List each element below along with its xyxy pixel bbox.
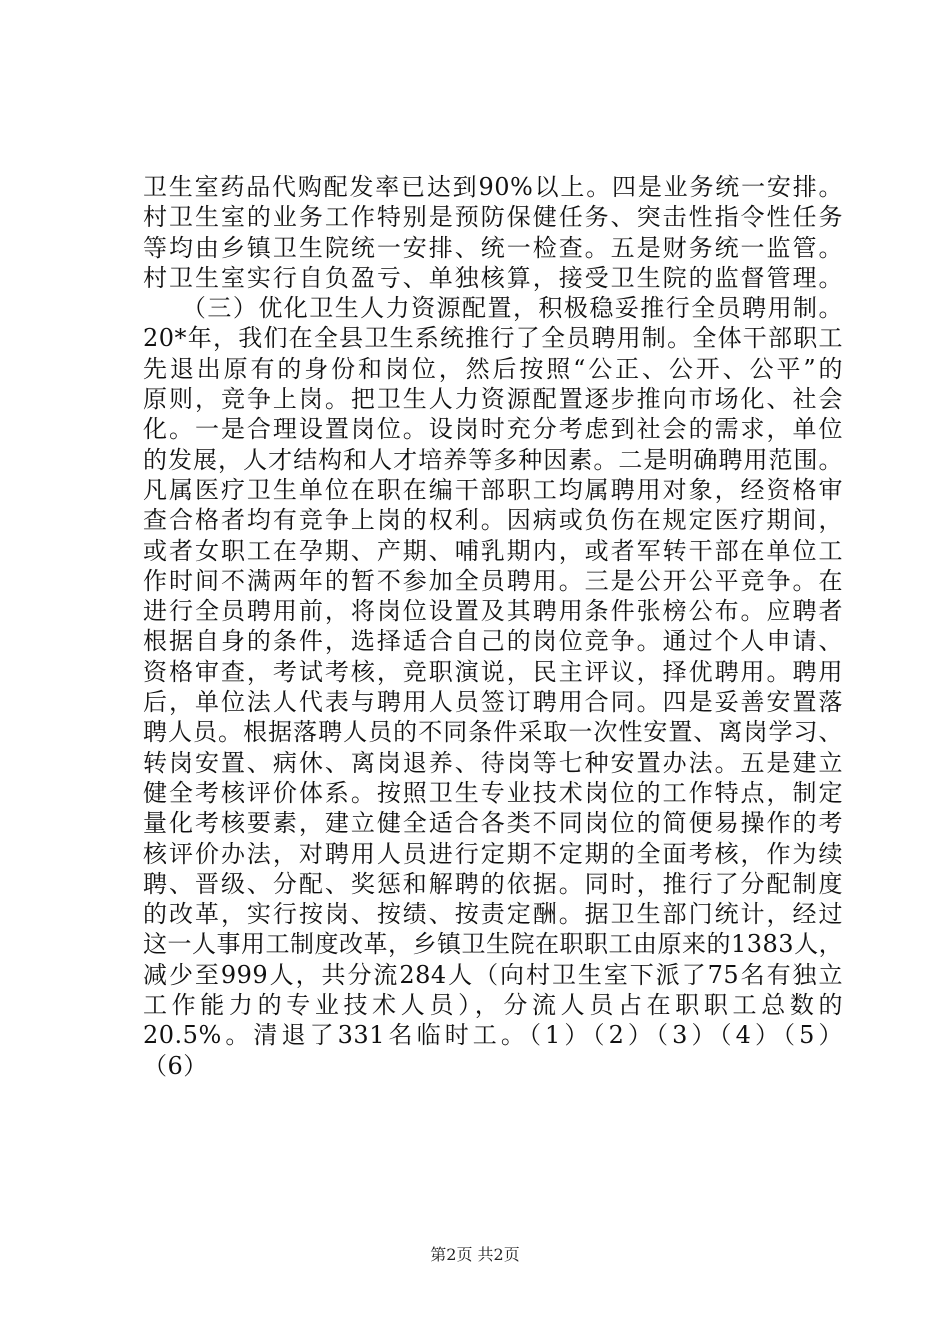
- text-line: 核评价办法，对聘用人员进行定期不定期的全面考核，作为续: [143, 839, 843, 868]
- text-line: 转岗安置、病休、离岗退养、待岗等七种安置办法。五是建立: [143, 748, 843, 777]
- text-line: 工作能力的专业技术人员），分流人员占在职职工总数的: [143, 991, 843, 1020]
- text-line: 等均由乡镇卫生院统一安排、统一检查。五是财务统一监管。: [143, 233, 843, 262]
- text-line: 聘、晋级、分配、奖惩和解聘的依据。同时，推行了分配制度: [143, 869, 843, 898]
- document-body: [143, 172, 843, 1081]
- text-line: 卫生室药品代购配发率已达到90%以上。四是业务统一安排。: [143, 173, 843, 201]
- text-line: 化。一是合理设置岗位。设岗时充分考虑到社会的需求，单位: [143, 415, 843, 444]
- text-line: 20.5%。清退了331名临时工。（1）（2）（3）（4）（5）: [143, 1021, 843, 1050]
- text-line: 资格审查，考试考核，竞职演说，民主评议，择优聘用。聘用: [143, 657, 843, 686]
- page-footer: [0, 1245, 950, 1265]
- text-line: 量化考核要素，建立健全适合各类不同岗位的简便易操作的考: [143, 809, 843, 838]
- text-line: 原则，竞争上岗。把卫生人力资源配置逐步推向市场化、社会: [143, 385, 843, 414]
- text-line: 进行全员聘用前，将岗位设置及其聘用条件张榜公布。应聘者: [143, 597, 843, 626]
- text-line: 或者女职工在孕期、产期、哺乳期内，或者军转干部在单位工: [143, 536, 843, 565]
- page-number-label: 第2页 共2页: [430, 1245, 520, 1264]
- text-line: （6）: [143, 1051, 208, 1080]
- text-line: 根据自身的条件，选择适合自己的岗位竞争。通过个人申请、: [143, 627, 843, 656]
- text-line: 查合格者均有竞争上岗的权利。因病或负伤在规定医疗期间，: [143, 506, 843, 535]
- text-line: 村卫生室实行自负盈亏、单独核算，接受卫生院的监督管理。: [143, 263, 843, 292]
- text-line: 聘人员。根据落聘人员的不同条件采取一次性安置、离岗学习、: [143, 718, 843, 747]
- text-line: （三）优化卫生人力资源配置，积极稳妥推行全员聘用制。: [143, 294, 843, 323]
- text-line: 先退出原有的身份和岗位，然后按照“公正、公开、公平”的: [143, 354, 843, 383]
- text-line: 健全考核评价体系。按照卫生专业技术岗位的工作特点，制定: [143, 778, 843, 807]
- text-line: 的发展，人才结构和人才培养等多种因素。二是明确聘用范围。: [143, 445, 843, 474]
- text-line: 20*年，我们在全县卫生系统推行了全员聘用制。全体干部职工: [143, 324, 843, 353]
- text-line: 作时间不满两年的暂不参加全员聘用。三是公开公平竞争。在: [143, 566, 843, 595]
- text-line: 后，单位法人代表与聘用人员签订聘用合同。四是妥善安置落: [143, 688, 843, 717]
- text-line: 凡属医疗卫生单位在职在编干部职工均属聘用对象，经资格审: [143, 475, 843, 504]
- text-line: 这一人事用工制度改革，乡镇卫生院在职职工由原来的1383人，: [143, 930, 844, 959]
- text-line: 的改革，实行按岗、按绩、按责定酬。据卫生部门统计，经过: [143, 900, 843, 929]
- text-line: 村卫生室的业务工作特别是预防保健任务、突击性指令性任务: [143, 203, 843, 232]
- text-line: 减少至999人，共分流284人（向村卫生室下派了75名有独立: [143, 960, 843, 989]
